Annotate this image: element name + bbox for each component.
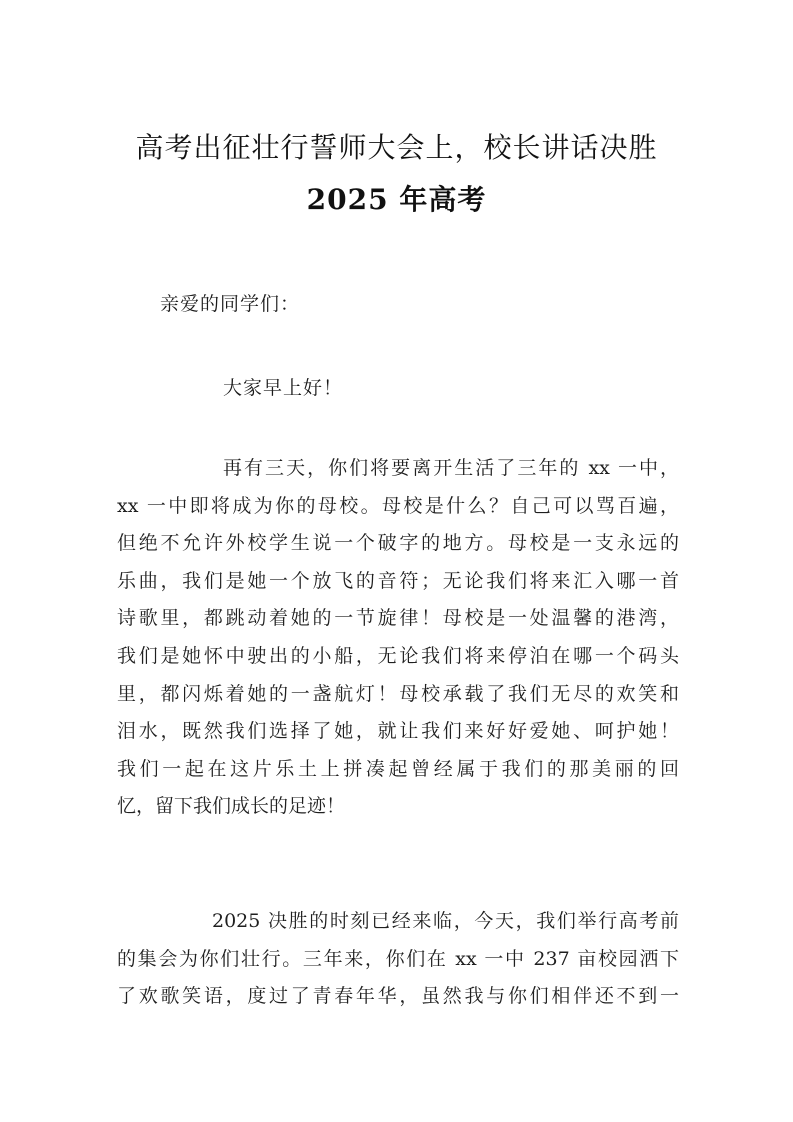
paragraph-line: 诗歌里，都跳动着她的一节旋律！母校是一处温馨的港湾，	[117, 607, 679, 630]
paragraph-1	[117, 450, 679, 826]
paragraph-line: 泪水，既然我们选择了她，就让我们来好好爱她、呵护她！	[117, 720, 679, 743]
greeting: 大家早上好！	[223, 377, 344, 399]
paragraph-line: 再有三天，你们将要离开生活了三年的 xx 一中，	[223, 457, 679, 479]
salutation: 亲爱的同学们：	[160, 293, 301, 315]
paragraph-line: 的集会为你们壮行。三年来，你们在 xx 一中 237 亩校园洒下	[117, 947, 679, 970]
paragraph-line: 我们是她怀中驶出的小船，无论我们将来停泊在哪一个码头	[117, 644, 679, 667]
paragraph-line: 2025 决胜的时刻已经来临，今天，我们举行高考前	[212, 910, 679, 932]
paragraph-line: 但绝不允许外校学生说一个破字的地方。母校是一支永远的	[117, 532, 679, 555]
paragraph-line: 忆，留下我们成长的足迹！	[117, 795, 346, 818]
document-title-line-1: 高考出征壮行誓师大会上，校长讲话决胜	[135, 131, 658, 164]
paragraph-line: 里，都闪烁着她的一盏航灯！母校承载了我们无尽的欢笑和	[117, 682, 679, 705]
paragraph-2	[117, 903, 679, 1016]
paragraph-line: xx 一中即将成为你的母校。母校是什么？自己可以骂百遍，	[117, 494, 679, 517]
paragraph-line: 了欢歌笑语，度过了青春年华，虽然我与你们相伴还不到一	[117, 985, 679, 1008]
paragraph-line: 乐曲，我们是她一个放飞的音符；无论我们将来汇入哪一首	[117, 569, 679, 592]
document-title-line-2: 2025 年高考	[306, 183, 487, 216]
paragraph-line: 我们一起在这片乐土上拼凑起曾经属于我们的那美丽的回	[117, 757, 679, 780]
